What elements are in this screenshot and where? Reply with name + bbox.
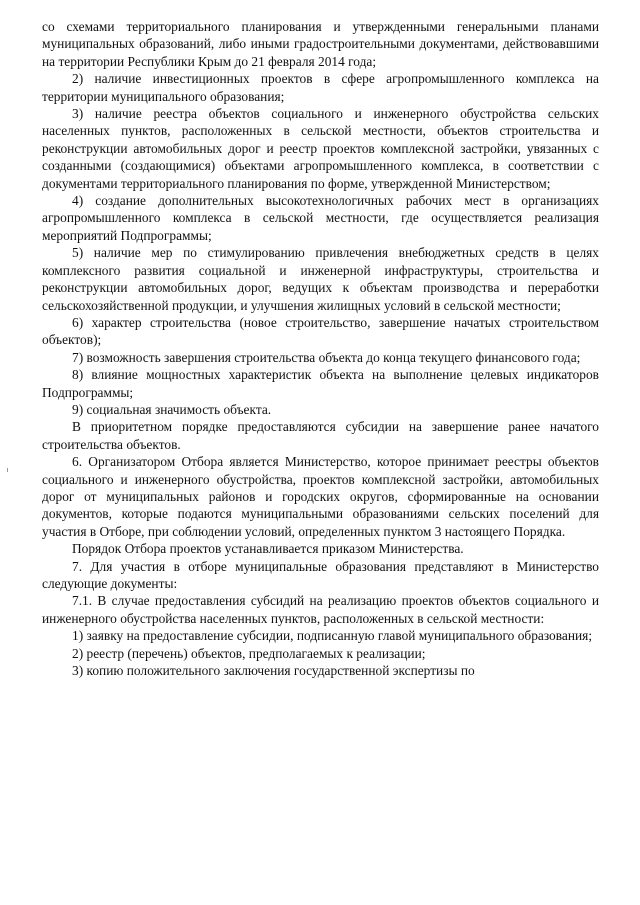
margin-mark — [7, 468, 8, 472]
paragraph-sub-2: 2) реестр (перечень) объектов, предполагаемых к реализации; — [72, 645, 426, 661]
paragraph-item-2: 2) наличие инвестиционных проектов в сфере агропромышленного комплекса на территории муниципального образования; — [42, 71, 599, 104]
paragraph-priority: В приоритетном порядке предоставляются субсидии на завершение ранее начатого строительства объектов. — [42, 419, 599, 452]
paragraph-item-5: 5) наличие мер по стимулированию привлечения внебюджетных средств в целях комплексного развития социальной и инженерной инфраструктуры, строительства и реконструкции автомобильных дорог, ведущих к объектам производства и переработки сельскохозяйственной продукции, и улучшения жилищных условий в сельской местности; — [42, 245, 599, 313]
paragraph-continuation: со схемами территориального планирования и утвержденными генеральными планами муниципальных образований, либо иными градостроительными документами, действовавшими на территории Республики Крым до 21 февраля 2014 года; — [42, 19, 599, 69]
paragraph-sub-1: 1) заявку на предоставление субсидии, подписанную главой муниципального образования; — [72, 628, 593, 644]
paragraph-item-7: 7) возможность завершения строительства объекта до конца текущего финансового года; — [72, 349, 581, 365]
paragraph-section-6: 6. Организатором Отбора является Министерство, которое принимает реестры объектов социального и инженерного обустройства, проектов комплексной застройки, автомобильных дорог от муниципальных районов и городских округов, сформированные на основании документов, которые подаются муниципальными образованиями сельских поселений для участия в Отборе, при соблюдении условий, определенных пунктом 3 настоящего Порядка. — [42, 454, 599, 539]
paragraph-item-3: 3) наличие реестра объектов социального и инженерного обустройства сельских населенных пунктов, расположенных в сельской местности, объектов строительства и реконструкции автомобильных дорог и реестр проектов комплексной застройки, увязанных с созданными (создающимися) объектами агропромышленного комплекса, в соответствии с документами территориального планирования по форме, утвержденной Министерством; — [42, 106, 599, 191]
paragraph-item-8: 8) влияние мощностных характеристик объекта на выполнение целевых индикаторов Подпрограммы; — [42, 367, 599, 400]
paragraph-item-6: 6) характер строительства (новое строительство, завершение начатых строительством объектов); — [42, 314, 599, 348]
paragraph-section-7-1: 7.1. В случае предоставления субсидий на реализацию проектов объектов социального и инженерного обустройства населенных пунктов, расположенных в сельской местности: — [42, 593, 599, 626]
paragraph-item-4: 4) создание дополнительных высокотехнологичных рабочих мест в организациях агропромышленного комплекса в сельской местности, где осуществляется реализация мероприятий Подпрограммы; — [42, 193, 599, 243]
paragraph-section-7: 7. Для участия в отборе муниципальные образования представляют в Министерство следующие документы: — [42, 558, 599, 591]
paragraph-selection-order: Порядок Отбора проектов устанавливается приказом Министерства. — [72, 541, 464, 557]
document-page — [42, 18, 599, 679]
paragraph-sub-3: 3) копию положительного заключения государственной экспертизы по — [72, 663, 475, 679]
paragraph-item-9: 9) социальная значимость объекта. — [72, 401, 272, 417]
